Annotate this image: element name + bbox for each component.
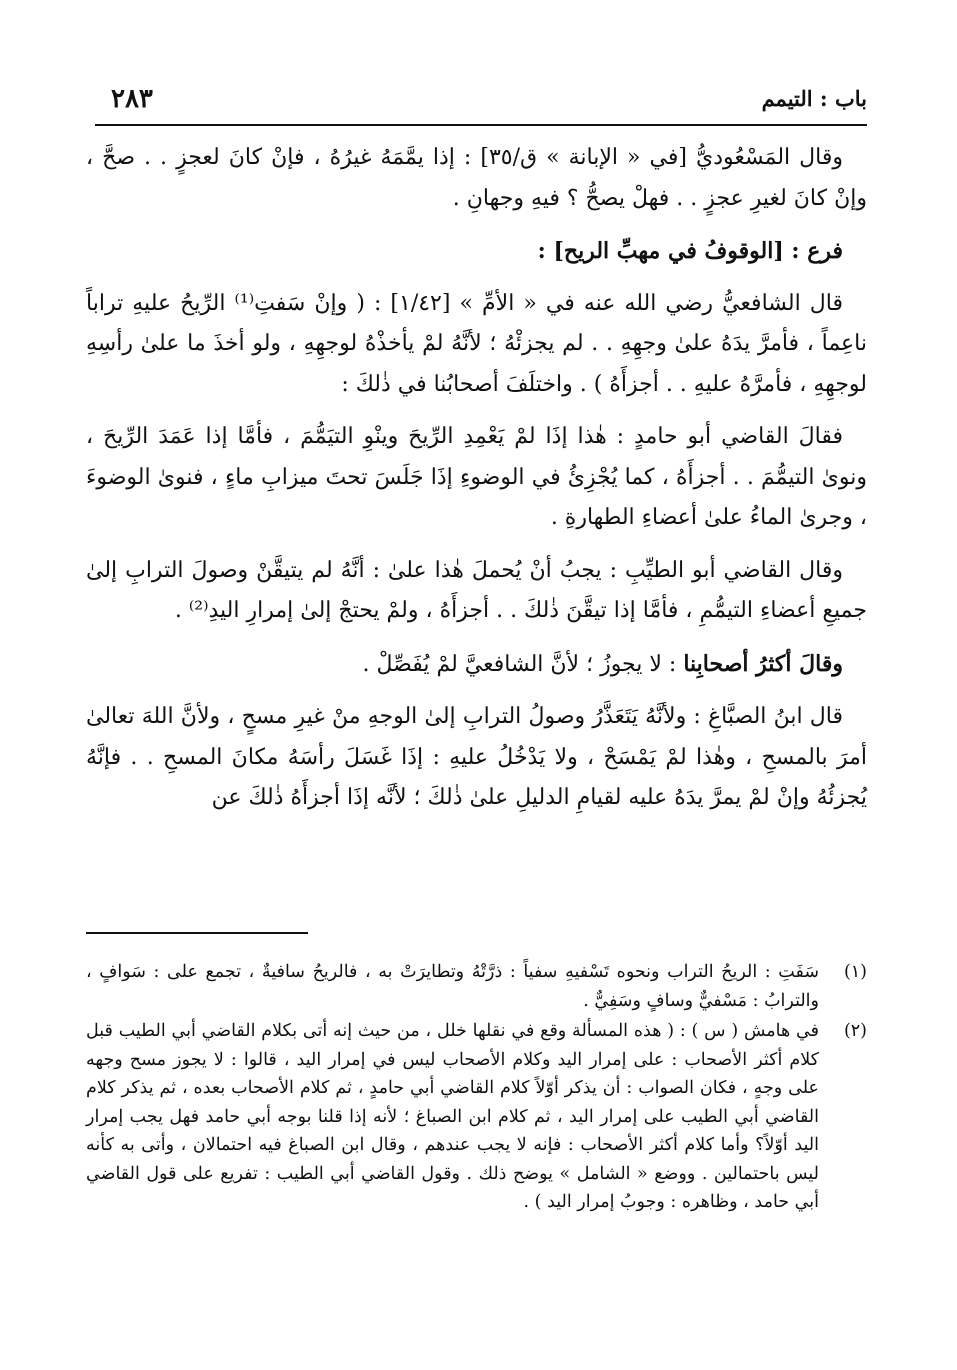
paragraph-majority: وقالَ أكثرُ أصحابِنا : لا يجوزُ ؛ لأنَّ الشافعيَّ لمْ يُفَصِّلْ . [362, 650, 843, 677]
footnote-item [86, 958, 867, 1015]
footnote-item [86, 1017, 867, 1217]
page-header [95, 84, 867, 126]
chapter-title: باب : التيمم [761, 86, 867, 111]
footnote-number: (٢) [843, 1021, 867, 1041]
footnote-text: سَفَتِ : الريحُ التراب ونحوه تَسْفيهِ سفياً : ذرَّتْهُ وتطايرَتْ به ، فالريحُ سافيةٌ ، تجمع على : سَوافٍ ، والترابُ : مَسْفيٌّ وسافٍ وسَفِيٌّ . [86, 962, 819, 1011]
main-text [86, 138, 867, 831]
page-number: ٢٨٣ [111, 84, 153, 114]
paragraph-abu-hamid: فقالَ القاضي أبو حامدٍ : هٰذا إذَا لمْ يَعْمِدِ الرِّيحَ وينْوِ التيَمُّمَ ، فأمَّا إذا عَمَدَ الرِّيحَ ، ونوىٰ التيمُّمَ . . أجزأَهُ ، كما يُجْزِئُ في الوضوءِ إذَا جَلَسَ تحتَ ميزابِ ماءٍ ، فنوىٰ الوضوءَ ، وجرىٰ الماءُ علىٰ أعضاءِ الطهارةِ . [86, 424, 867, 530]
footnote-number: (١) [843, 962, 867, 982]
footnote-separator [86, 932, 308, 934]
paragraph-shafii: قال الشافعيُّ رضي الله عنه في « الأمِّ » [١/٤٢] : ( وإنْ سَفتِ⁽¹⁾ الرِّيحُ عليهِ تراباً ناعِماً ، فأمرَّ يدَهُ علىٰ وجهِهِ . . لم يجزئْهُ ؛ لأنَّهُ لمْ يأخذْهُ لوجهِهِ ، ولو أخذَ ما علىٰ رأسِهِ لوجهِهِ ، فأمرَّهُ عليهِ . . أجزأَهُ ) . واختلَفَ أصحابُنا في ذٰلكَ : [86, 290, 867, 397]
footnotes [86, 958, 867, 1219]
paragraph-ibn-sabbagh: قال ابنُ الصبَّاغِ : ولأنَّهُ يَتَعَذَّرُ وصولُ الترابِ إلىٰ الوجهِ منْ غيرِ مسحٍ ، ولأنَّ اللهَ تعالىٰ أمرَ بالمسحِ ، وهٰذا لمْ يَمْسَحْ ، ولا يَدْخُلُ عليهِ : إذَا غَسَلَ رأسَهُ مكانَ المسحِ . . فإنَّهُ يُجزئُهُ وإنْ لمْ يمرَّ يدَهُ عليه لقيامِ الدليلِ علىٰ ذٰلكَ ؛ لأنَّه إذَا أجزأَهُ ذٰلكَ عن [86, 704, 867, 810]
lead-phrase: وقالَ أكثرُ أصحابِنا [683, 650, 843, 677]
footnote-text: في هامش ( س ) : ( هذه المسألة وقع في نقلها خلل ، من حيث إنه أتى بكلام القاضي أبي الطيب قبل كلام أكثر الأصحاب : على إمرار اليد وكلام الأصحاب ليس في إمرار اليد ، قالوا : لا يجوز مسح وجهه على وجهٍ ، فكان الصواب : أن يذكر أوّلاً كلام القاضي أبي حامدٍ ، ثم كلام الأصحاب بعده ، ثم يذكر كلام القاضي أبي الطيب على إمرار اليد ، ثم كلام ابن الصباغ ؛ لأنه إذا قلنا بوجه أبي حامد فهل يجب إمرار اليد أوّلاً؟ وأما كلام أكثر الأصحاب : فإنه لا يجب عندهم ، وقال ابن الصباغ فيه احتمالان ، وأتى به كأنه ليس باحتمالين . ووضع « الشامل » يوضح ذلك . وقول القاضي أبي الطيب : تفريع على قول القاضي أبي حامد ، وظاهره : وجوبُ إمرار اليد ) . [86, 1021, 819, 1212]
subsection-heading: فرع : [الوقوفُ في مهبِّ الريح] : [537, 238, 843, 264]
paragraph-masudi: وقال المَسْعُوديُّ [في « الإبانة » ق/٣٥] : إذا يمَّمَهُ غيرُهُ ، فإنْ كانَ لعجزٍ . . صحَّ ، وإنْ كانَ لغيرِ عجزٍ . . فهلْ يصحُّ ؟ فيهِ وجهانِ . [86, 145, 867, 211]
paragraph-abu-tayyib: وقال القاضي أبو الطيِّبِ : يجبُ أنْ يُحملَ هٰذا علىٰ : أنَّهُ لم يتيقَّنْ وصولَ الترابِ إلىٰ جميعِ أعضاءِ التيمُّمِ ، فأمَّا إذا تيقَّنَ ذٰلكَ . . أجزأَهُ ، ولمْ يحتجْ إلىٰ إمرارِ اليدِ⁽²⁾ . [86, 557, 867, 623]
